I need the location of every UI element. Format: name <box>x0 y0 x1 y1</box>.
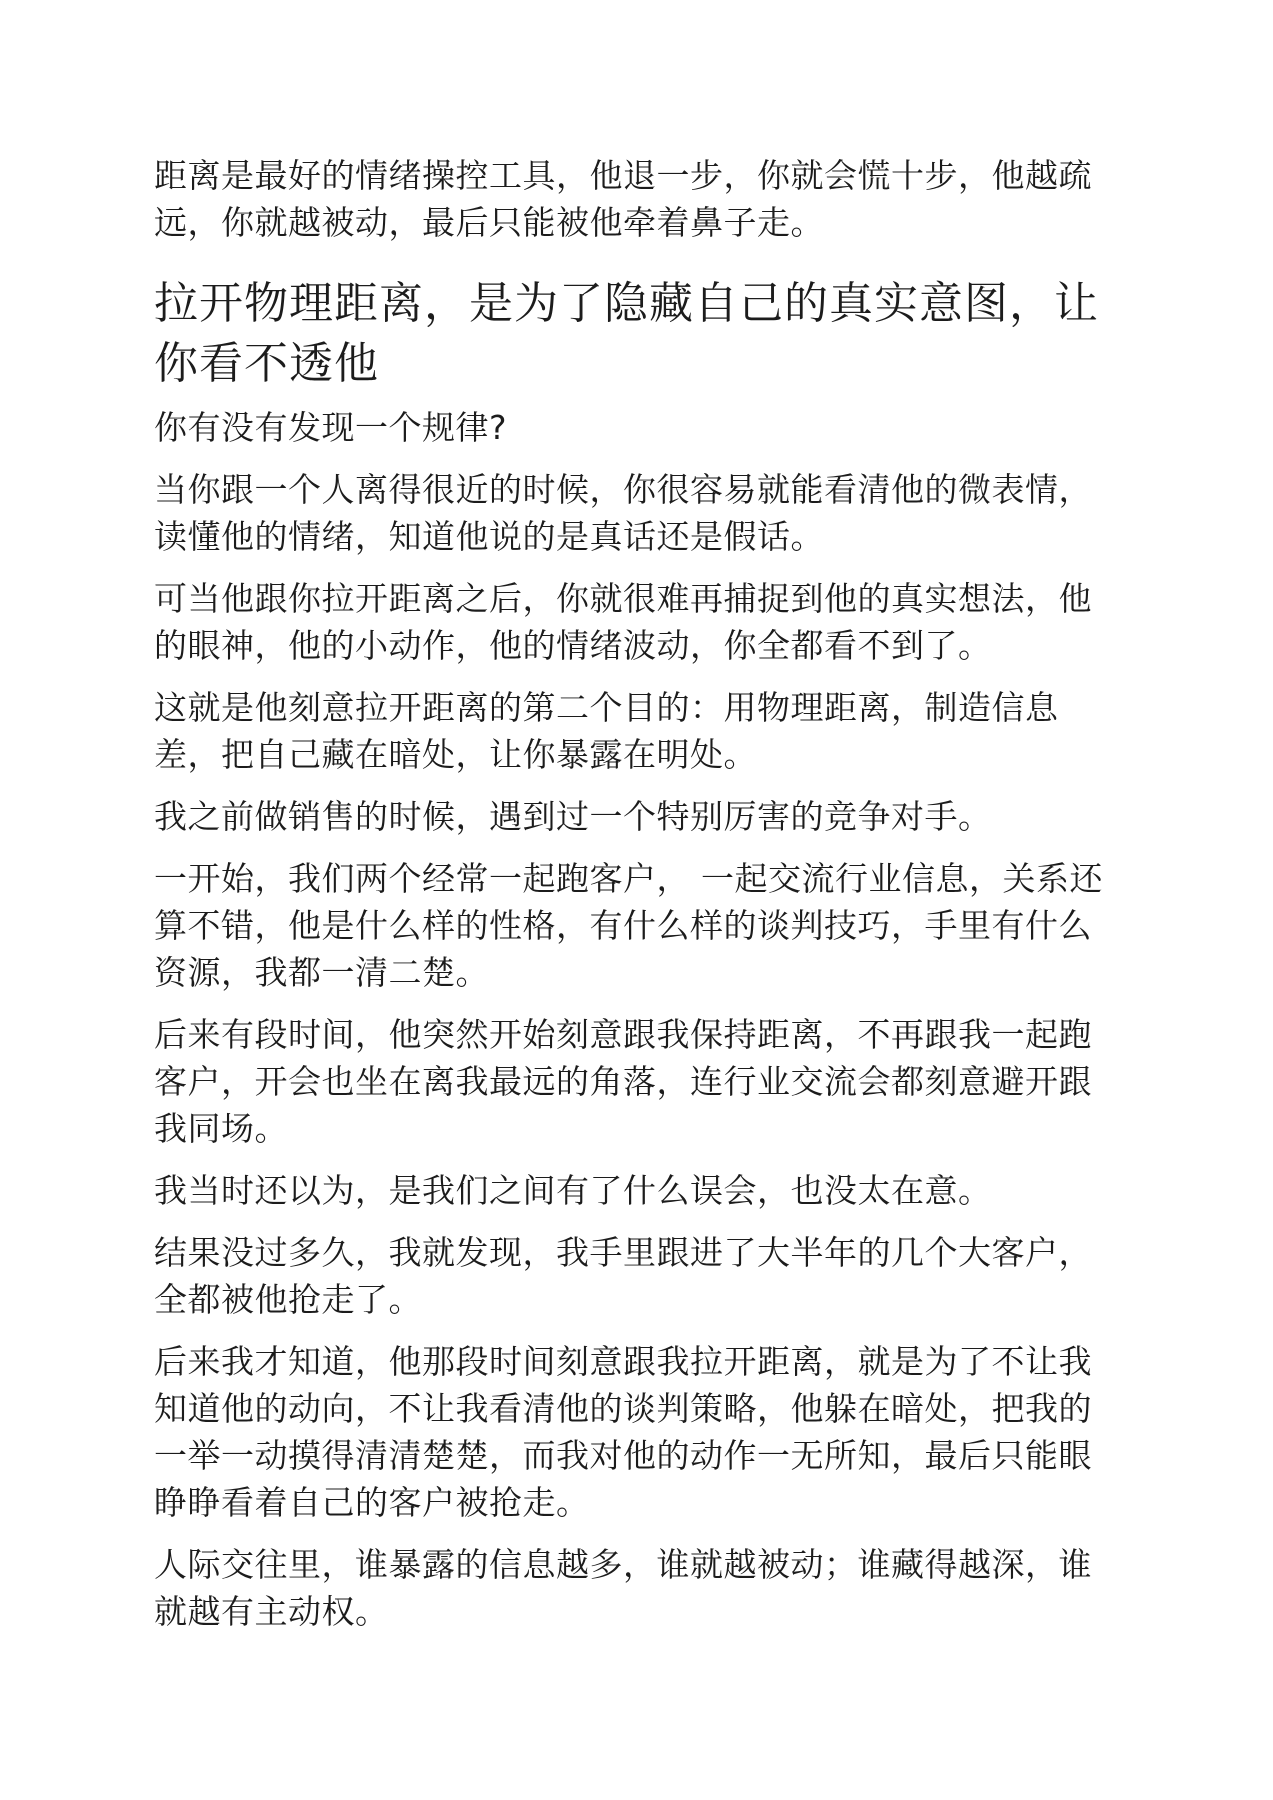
paragraph: 我之前做销售的时候，遇到过一个特别厉害的竞争对手。 <box>154 797 992 836</box>
paragraph: 你有没有发现一个规律? <box>154 408 508 447</box>
paragraph: 人际交往里，谁暴露的信息越多，谁就越被动；谁藏得越深，谁就越有主动权。 <box>154 1545 1092 1631</box>
paragraph: 当你跟一个人离得很近的时候，你很容易就能看清他的微表情，读懂他的情绪，知道他说的是真话还是假话。 <box>154 470 1092 556</box>
paragraph: 距离是最好的情绪操控工具，他退一步，你就会慌十步，他越疏远，你就越被动，最后只能被他牵着鼻子走。 <box>154 156 1092 242</box>
paragraph: 结果没过多久，我就发现，我手里跟进了大半年的几个大客户，全都被他抢走了。 <box>154 1233 1092 1319</box>
section-heading: 拉开物理距离，是为了隐藏自己的真实意图，让你看不透他 <box>154 278 1099 389</box>
paragraph: 一开始，我们两个经常一起跑客户， 一起交流行业信息，关系还算不错，他是什么样的性格，有什么样的谈判技巧，手里有什么资源，我都一清二楚。 <box>154 859 1103 992</box>
paragraph: 我当时还以为，是我们之间有了什么误会，也没太在意。 <box>154 1171 992 1210</box>
paragraph: 后来有段时间，他突然开始刻意跟我保持距离，不再跟我一起跑客户，开会也坐在离我最远的角落，连行业交流会都刻意避开跟我同场。 <box>154 1015 1092 1148</box>
paragraph: 这就是他刻意拉开距离的第二个目的：用物理距离，制造信息差，把自己藏在暗处，让你暴露在明处。 <box>154 688 1059 774</box>
article-body <box>154 152 1114 1650</box>
paragraph: 可当他跟你拉开距离之后，你就很难再捕捉到他的真实想法，他的眼神，他的小动作，他的情绪波动，你全都看不到了。 <box>154 579 1092 665</box>
paragraph: 后来我才知道，他那段时间刻意跟我拉开距离，就是为了不让我知道他的动向，不让我看清他的谈判策略，他躲在暗处，把我的一举一动摸得清清楚楚，而我对他的动作一无所知，最后只能眼睁睁看着自己的客户被抢走。 <box>154 1342 1092 1522</box>
